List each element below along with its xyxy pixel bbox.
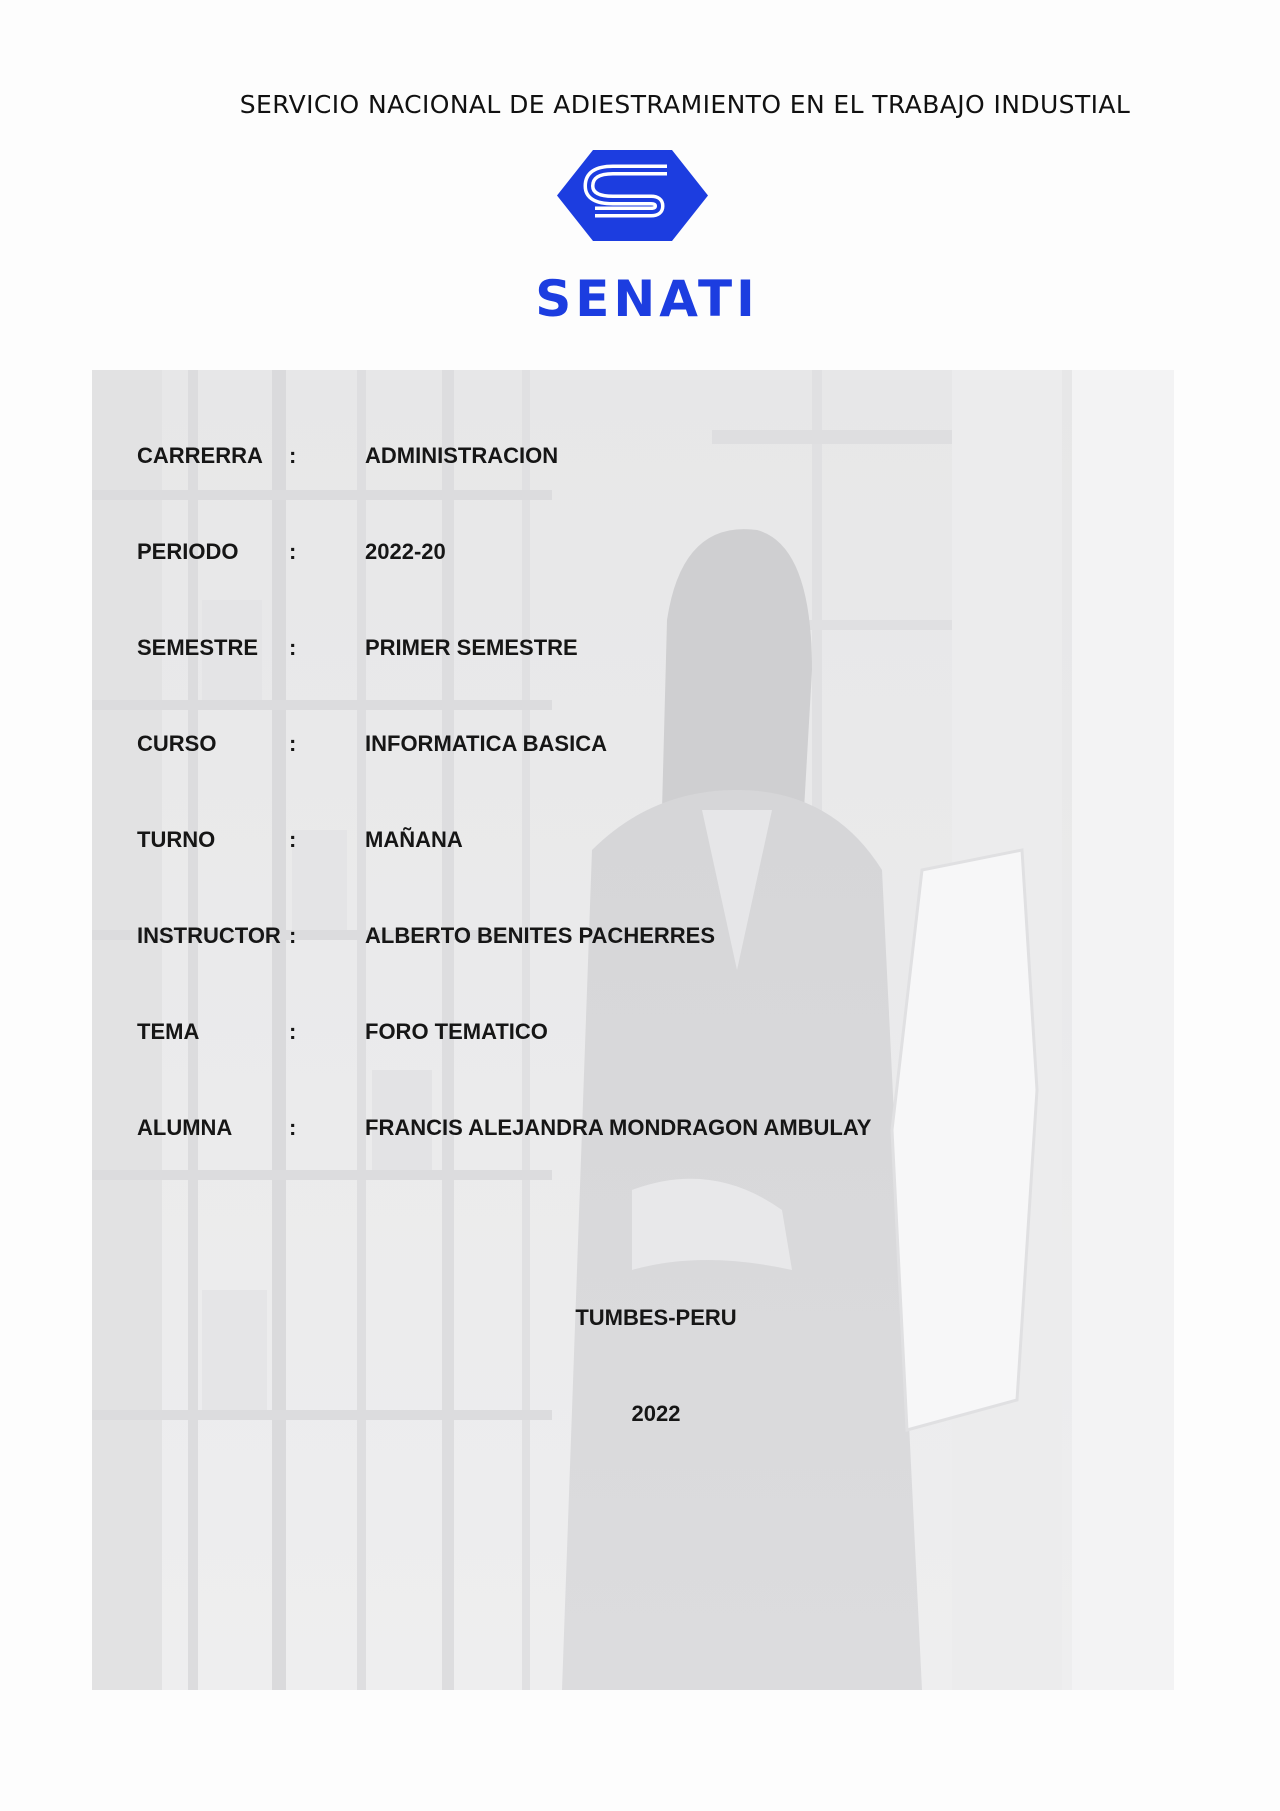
logo-text: SENATI	[535, 270, 759, 328]
field-label: TEMA	[137, 1019, 200, 1044]
field-label: ALUMNA	[137, 1115, 233, 1140]
field-value: FRANCIS ALEJANDRA MONDRAGON AMBULAY	[365, 1115, 872, 1140]
field-colon: :	[289, 731, 297, 756]
field-label: CARRERRA	[137, 443, 263, 468]
field-colon: :	[289, 923, 297, 948]
field-value: 2022-20	[365, 539, 446, 564]
field-label: PERIODO	[137, 539, 239, 564]
field-value: INFORMATICA BASICA	[365, 731, 607, 756]
field-value: ADMINISTRACION	[365, 443, 559, 468]
field-colon: :	[289, 1115, 297, 1140]
field-label: CURSO	[137, 731, 217, 756]
warehouse-woman-photo	[92, 370, 1174, 1690]
institution-name: SERVICIO NACIONAL DE ADIESTRAMIENTO EN EL TRABAJO INDUSTIAL	[239, 90, 1131, 119]
field-value: FORO TEMATICO	[365, 1019, 548, 1044]
field-value: ALBERTO BENITES PACHERRES	[365, 923, 716, 948]
senati-logo-icon	[555, 148, 710, 243]
field-label: INSTRUCTOR	[137, 923, 281, 948]
background-photo	[92, 370, 1174, 1690]
field-value: MAÑANA	[365, 827, 463, 852]
field-colon: :	[289, 827, 297, 852]
field-colon: :	[289, 1019, 297, 1044]
field-colon: :	[289, 635, 297, 660]
field-label: TURNO	[137, 827, 216, 852]
field-label: SEMESTRE	[137, 635, 259, 660]
field-colon: :	[289, 539, 297, 564]
field-colon: :	[289, 443, 297, 468]
location-text: TUMBES-PERU	[575, 1305, 737, 1330]
field-value: PRIMER SEMESTRE	[365, 635, 578, 660]
year-text: 2022	[631, 1401, 681, 1426]
